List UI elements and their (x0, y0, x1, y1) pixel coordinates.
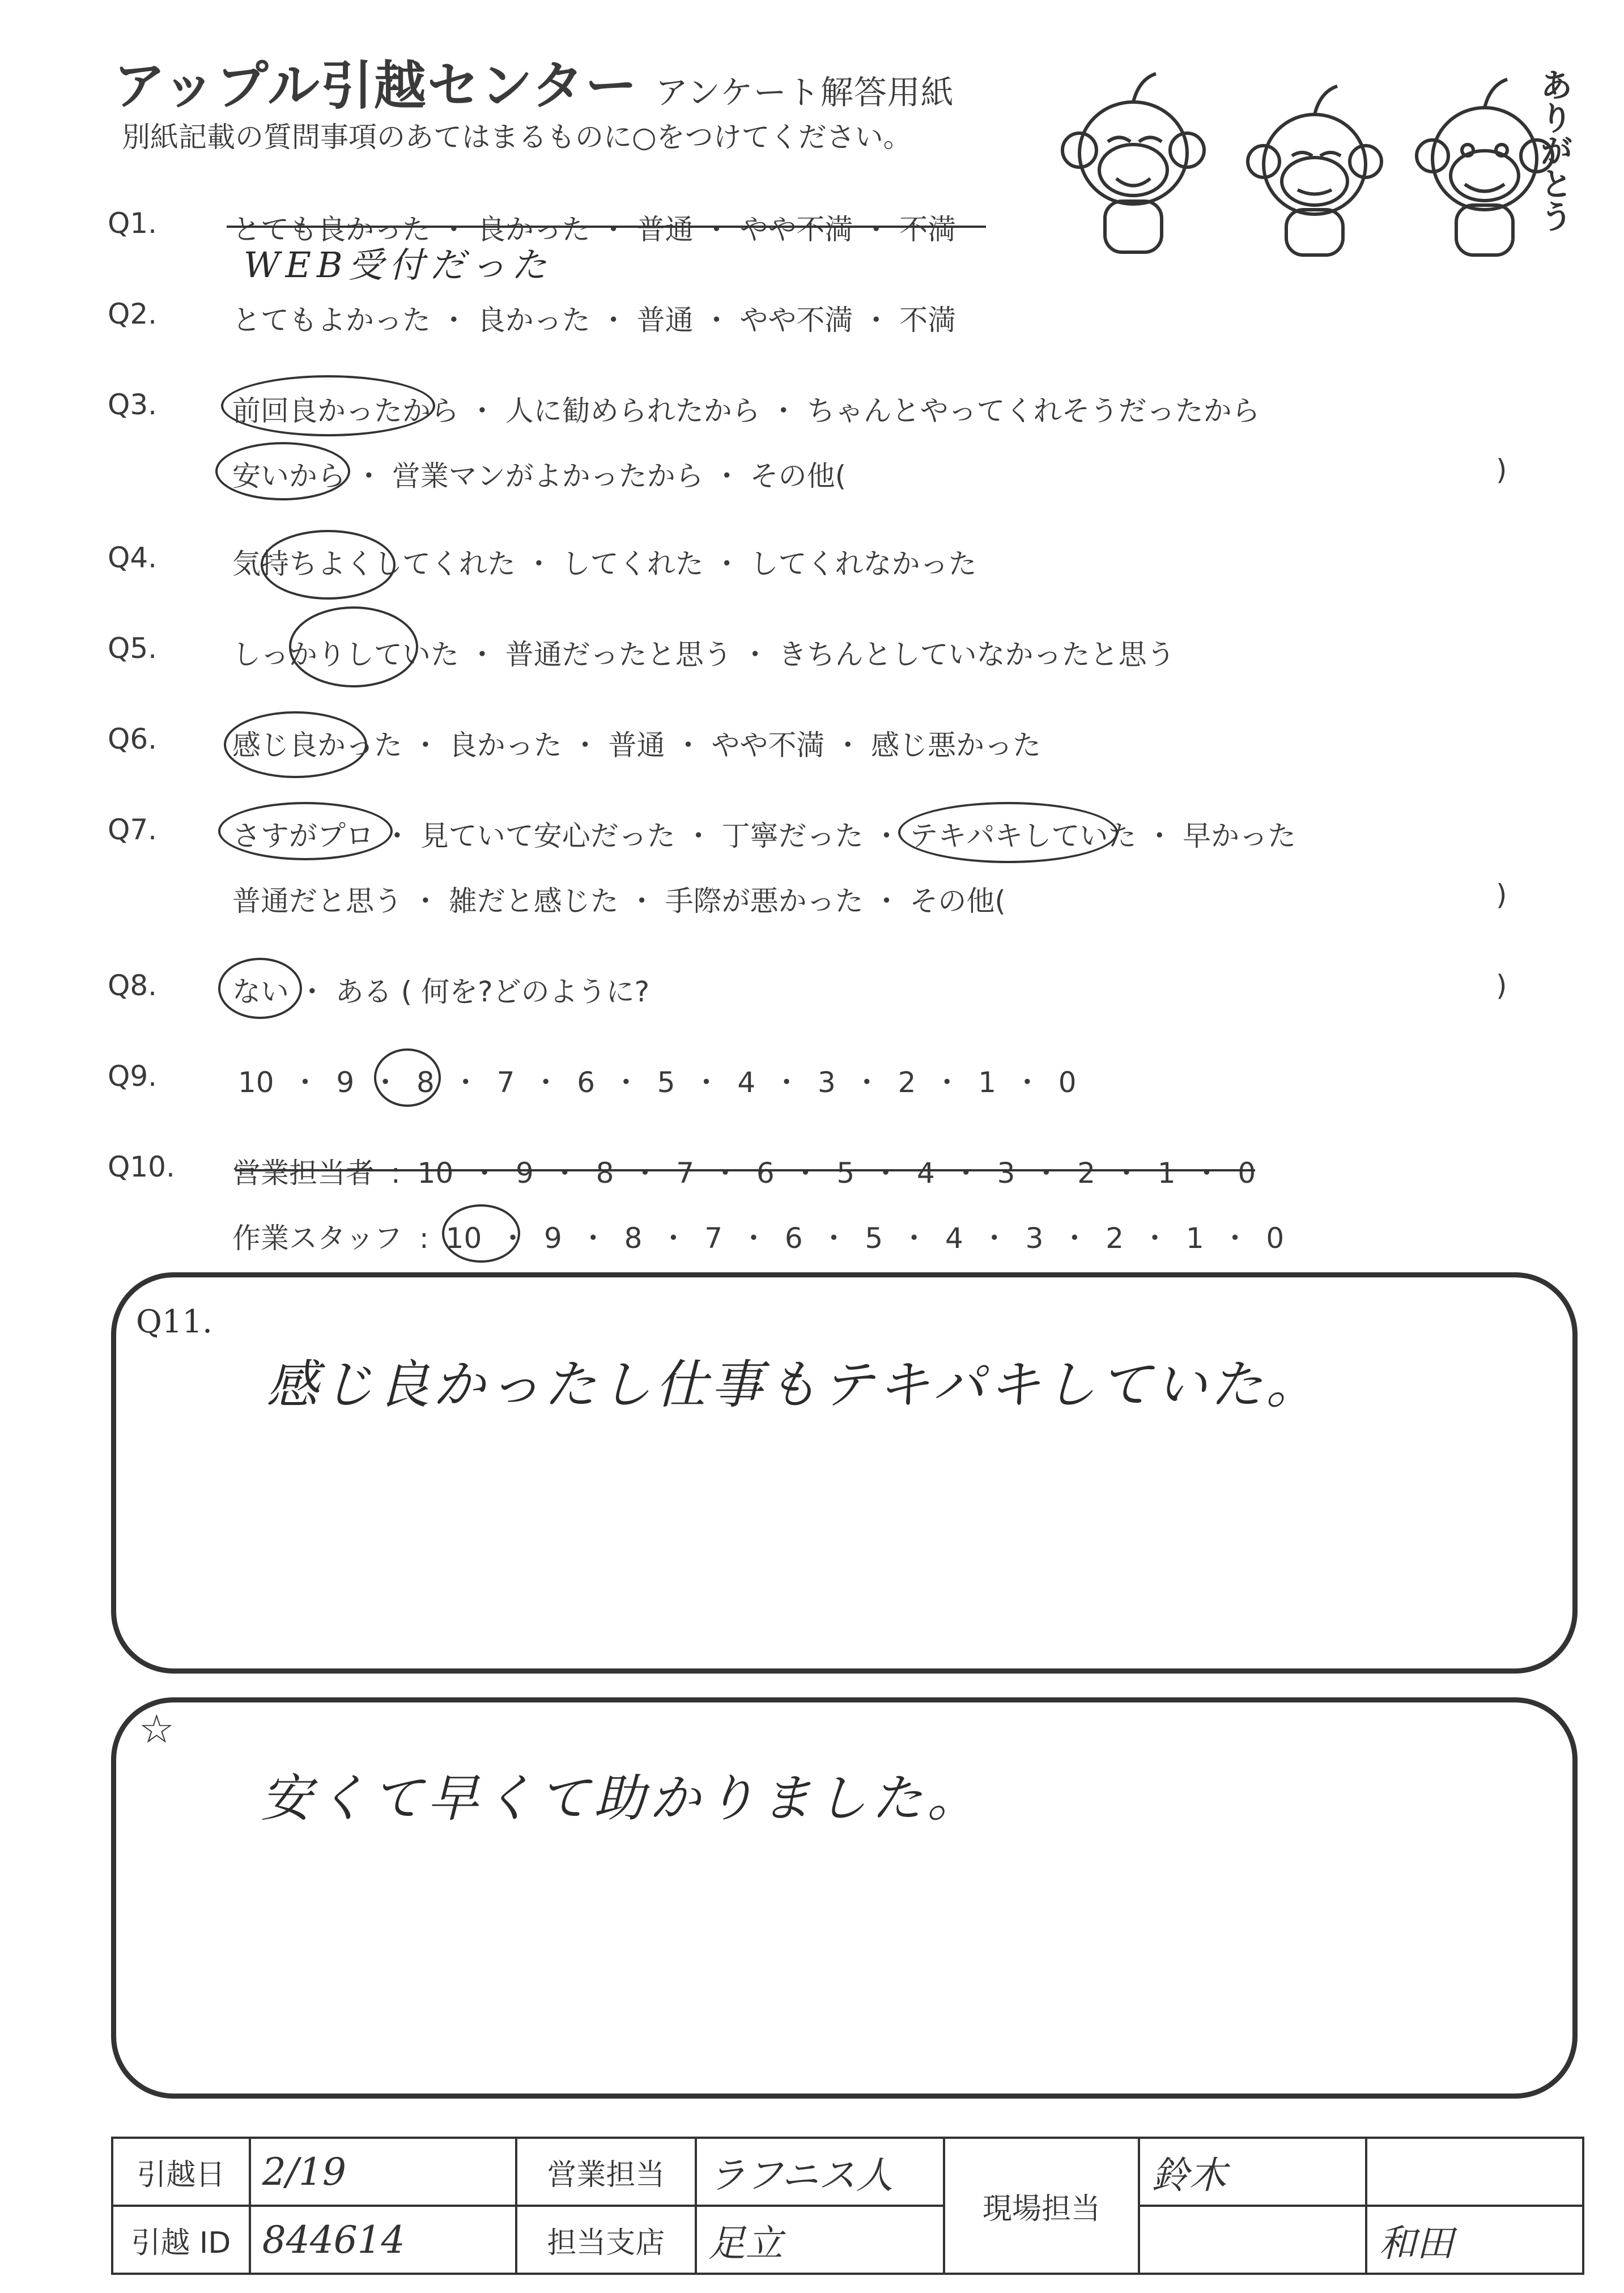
branch-label: 担当支店 (516, 2206, 696, 2274)
monkey-icon (1248, 86, 1381, 255)
empty-cell (1366, 2138, 1583, 2206)
move-date-label: 引越日 (112, 2138, 250, 2206)
q2-label: Q2. (108, 298, 158, 330)
q5-answer-circle (289, 606, 418, 687)
site-staff-label: 現場担当 (944, 2138, 1139, 2274)
q11-handwritten-answer: 感じ良かったし仕事もテキパキしていた。 (266, 1354, 1322, 1415)
form-subtitle: アンケート解答用紙 (655, 73, 954, 112)
move-info-table (111, 2137, 1584, 2275)
move-id-label: 引越 ID (112, 2206, 250, 2274)
q6-options: 感じ良かった ・ 良かった ・ 普通 ・ やや不満 ・ 感じ悪かった (232, 729, 1041, 762)
q1-handwritten-note: WEB受付だった (244, 244, 552, 286)
q6-answer-circle (224, 711, 367, 778)
move-id-value: 844614 (250, 2206, 516, 2274)
star-handwritten-answer: 安くて早くて助かりました。 (261, 1769, 983, 1828)
q10-label: Q10. (108, 1150, 175, 1183)
star-icon: ☆ (139, 1706, 175, 1752)
q10-sales-options: 営業担当者 : 10 ・ 9 ・ 8 ・ 7 ・ 6 ・ 5 ・ 4 ・ 3 ・ 2 ・ 1 ・ 0 (232, 1157, 1256, 1190)
q7-options-line1: さすがプロ ・ 見ていて安心だった ・ 丁寧だった ・ テキパキしていた ・ 早かった (232, 819, 1296, 852)
instruction-text: 別紙記載の質問事項のあてはまるものに○をつけてください。 (122, 121, 912, 154)
q1-label: Q1. (108, 207, 158, 240)
q1-strikethrough (227, 226, 986, 228)
thanks-text: ありがとう (1534, 68, 1573, 232)
q7-answer-circle (898, 802, 1118, 863)
q1-options: とても良かった ・ 良かった ・ 普通 ・ やや不満 ・ 不満 (232, 213, 956, 246)
site-staff-value-2: 和田 (1366, 2206, 1583, 2274)
q9-answer-circle (374, 1048, 441, 1107)
q3-options-line2: 安いから ・ 営業マンがよかったから ・ その他( (232, 460, 847, 492)
form-title (113, 44, 954, 119)
sales-staff-label: 営業担当 (516, 2138, 696, 2206)
q9-options: 10 ・ 9 ・ 8 ・ 7 ・ 6 ・ 5 ・ 4 ・ 3 ・ 2 ・ 1 ・ 0 (238, 1066, 1077, 1099)
q11-answer-box (111, 1272, 1578, 1674)
q4-options: 気持ちよくしてくれた ・ してくれた ・ してくれなかった (232, 547, 977, 580)
q8-options: ない ・ ある ( 何を?どのように? (232, 975, 650, 1008)
q11-label: Q11. (136, 1303, 212, 1340)
q3-close-paren: ) (1496, 453, 1507, 486)
monkey-mascots-illustration (1054, 57, 1575, 261)
company-name: アップル引越センター (113, 56, 639, 116)
empty-cell (1139, 2206, 1366, 2274)
q4-label: Q4. (108, 541, 158, 574)
q4-answer-circle (261, 530, 396, 600)
q10-strikethrough (235, 1169, 1255, 1171)
q7-label: Q7. (108, 813, 158, 846)
q8-label: Q8. (108, 969, 158, 1002)
q5-label: Q5. (108, 632, 158, 665)
q10-staff-options: 作業スタッフ : 10 ・ 9 ・ 8 ・ 7 ・ 6 ・ 5 ・ 4 ・ 3 ・ 2 ・ 1 ・ 0 (232, 1222, 1285, 1255)
q7-options-line2: 普通だと思う ・ 雑だと感じた ・ 手際が悪かった ・ その他( (232, 885, 1006, 918)
q9-label: Q9. (108, 1060, 158, 1093)
q8-close-paren: ) (1496, 969, 1507, 1002)
sales-staff-value: ラフニス人 (696, 2138, 944, 2206)
branch-value: 足立 (696, 2206, 944, 2274)
q6-label: Q6. (108, 723, 158, 755)
q3-answer-circle (215, 442, 350, 500)
move-date-value: 2/19 (250, 2138, 516, 2206)
monkey-icon (1062, 74, 1204, 252)
q3-label: Q3. (108, 388, 158, 421)
q3-options-line1: 前回良かったから ・ 人に勧められたから ・ ちゃんとやってくれそうだったから (232, 394, 1260, 427)
q7-answer-circle (218, 802, 393, 860)
q10-answer-circle (442, 1204, 520, 1263)
q2-options: とてもよかった ・ 良かった ・ 普通 ・ やや不満 ・ 不満 (232, 304, 956, 337)
q8-answer-circle (218, 958, 302, 1019)
q5-options: しっかりしていた ・ 普通だったと思う ・ きちんとしていなかったと思う (232, 638, 1175, 671)
q3-answer-circle (221, 375, 435, 436)
site-staff-value-1: 鈴木 (1139, 2138, 1366, 2206)
q7-close-paren: ) (1496, 878, 1507, 911)
